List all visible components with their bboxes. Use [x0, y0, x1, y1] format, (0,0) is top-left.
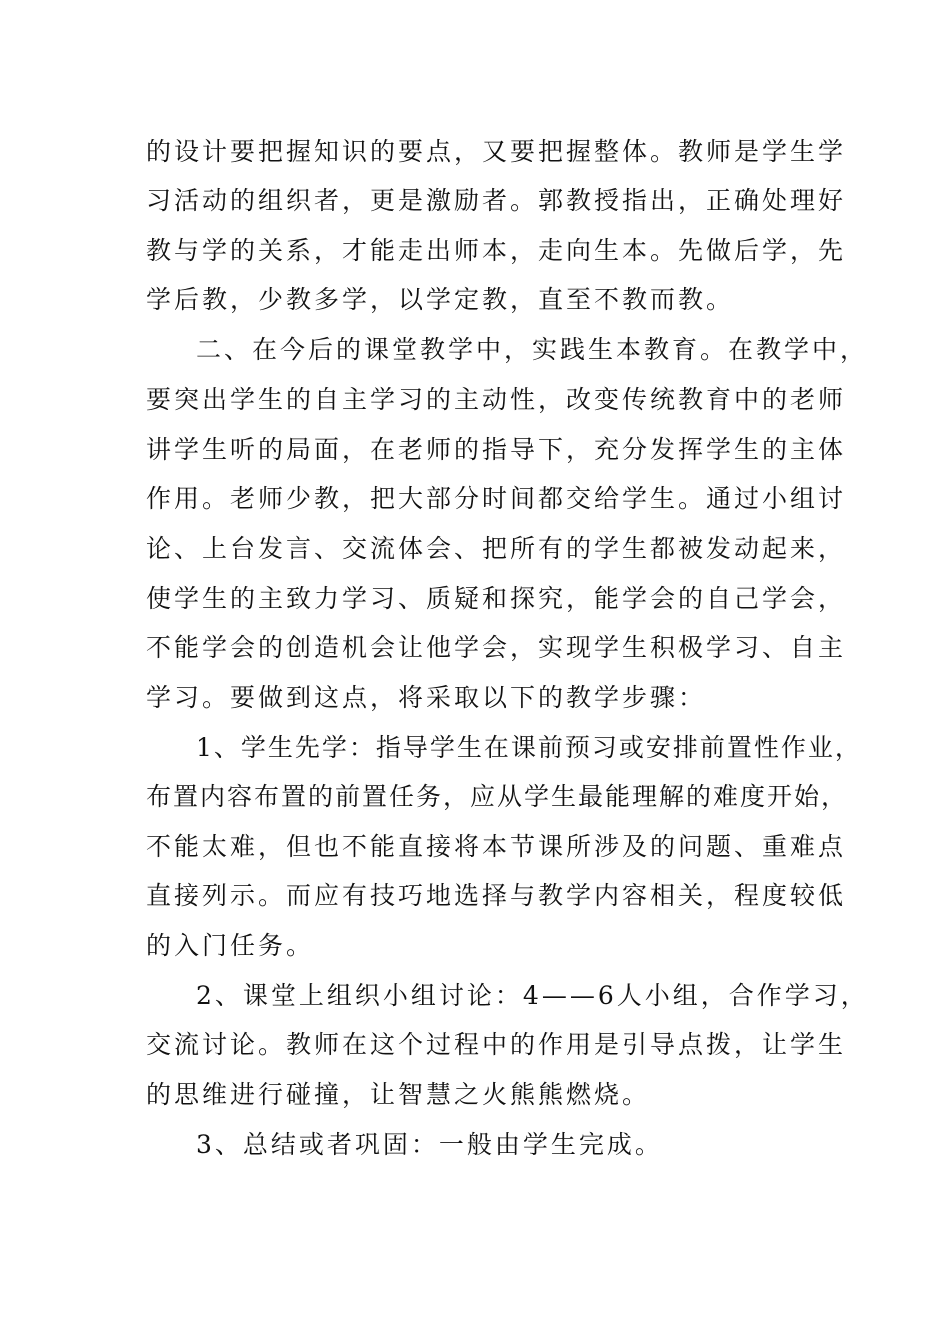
step-one-line: 1、学生先学：指导学生在课前预习或安排前置性作业，: [196, 733, 862, 762]
paragraph-line: 交流讨论。教师在这个过程中的作用是引导点拨，让学生: [146, 1030, 847, 1059]
step-two-line: 2、课堂上组织小组讨论：4——6人小组，合作学习，: [196, 981, 869, 1010]
paragraph-line: 作用。老师少教，把大部分时间都交给学生。通过小组讨: [146, 484, 847, 513]
paragraph-line: 布置内容布置的前置任务，应从学生最能理解的难度开始，: [146, 782, 849, 811]
paragraph-line: 论、上台发言、交流体会、把所有的学生都被发动起来，: [146, 534, 847, 563]
paragraph-line: 使学生的主致力学习、质疑和探究，能学会的自己学会，: [146, 584, 847, 613]
paragraph-line: 直接列示。而应有技巧地选择与教学内容相关，程度较低: [146, 881, 847, 910]
section-two-heading-line: 二、在今后的课堂教学中，实践生本教育。在教学中，: [196, 335, 869, 364]
step-three-line: 3、总结或者巩固：一般由学生完成。: [196, 1130, 663, 1159]
paragraph-line: 学后教，少教多学，以学定教，直至不教而教。: [146, 285, 735, 314]
paragraph-line: 要突出学生的自主学习的主动性，改变传统教育中的老师: [146, 385, 847, 414]
paragraph-line: 的设计要把握知识的要点，又要把握整体。教师是学生学: [146, 137, 847, 166]
paragraph-line: 讲学生听的局面，在老师的指导下，充分发挥学生的主体: [146, 435, 847, 464]
paragraph-line: 习活动的组织者，更是激励者。郭教授指出，正确处理好: [146, 186, 847, 215]
paragraph-line: 教与学的关系，才能走出师本，走向生本。先做后学，先: [146, 236, 847, 265]
paragraph-line: 的入门任务。: [146, 931, 315, 960]
paragraph-line: 学习。要做到这点，将采取以下的教学步骤：: [146, 683, 707, 712]
paragraph-line: 不能太难，但也不能直接将本节课所涉及的问题、重难点: [146, 832, 847, 861]
paragraph-line: 不能学会的创造机会让他学会，实现学生积极学习、自主: [146, 633, 847, 662]
paragraph-line: 的思维进行碰撞，让智慧之火熊熊燃烧。: [146, 1080, 651, 1109]
